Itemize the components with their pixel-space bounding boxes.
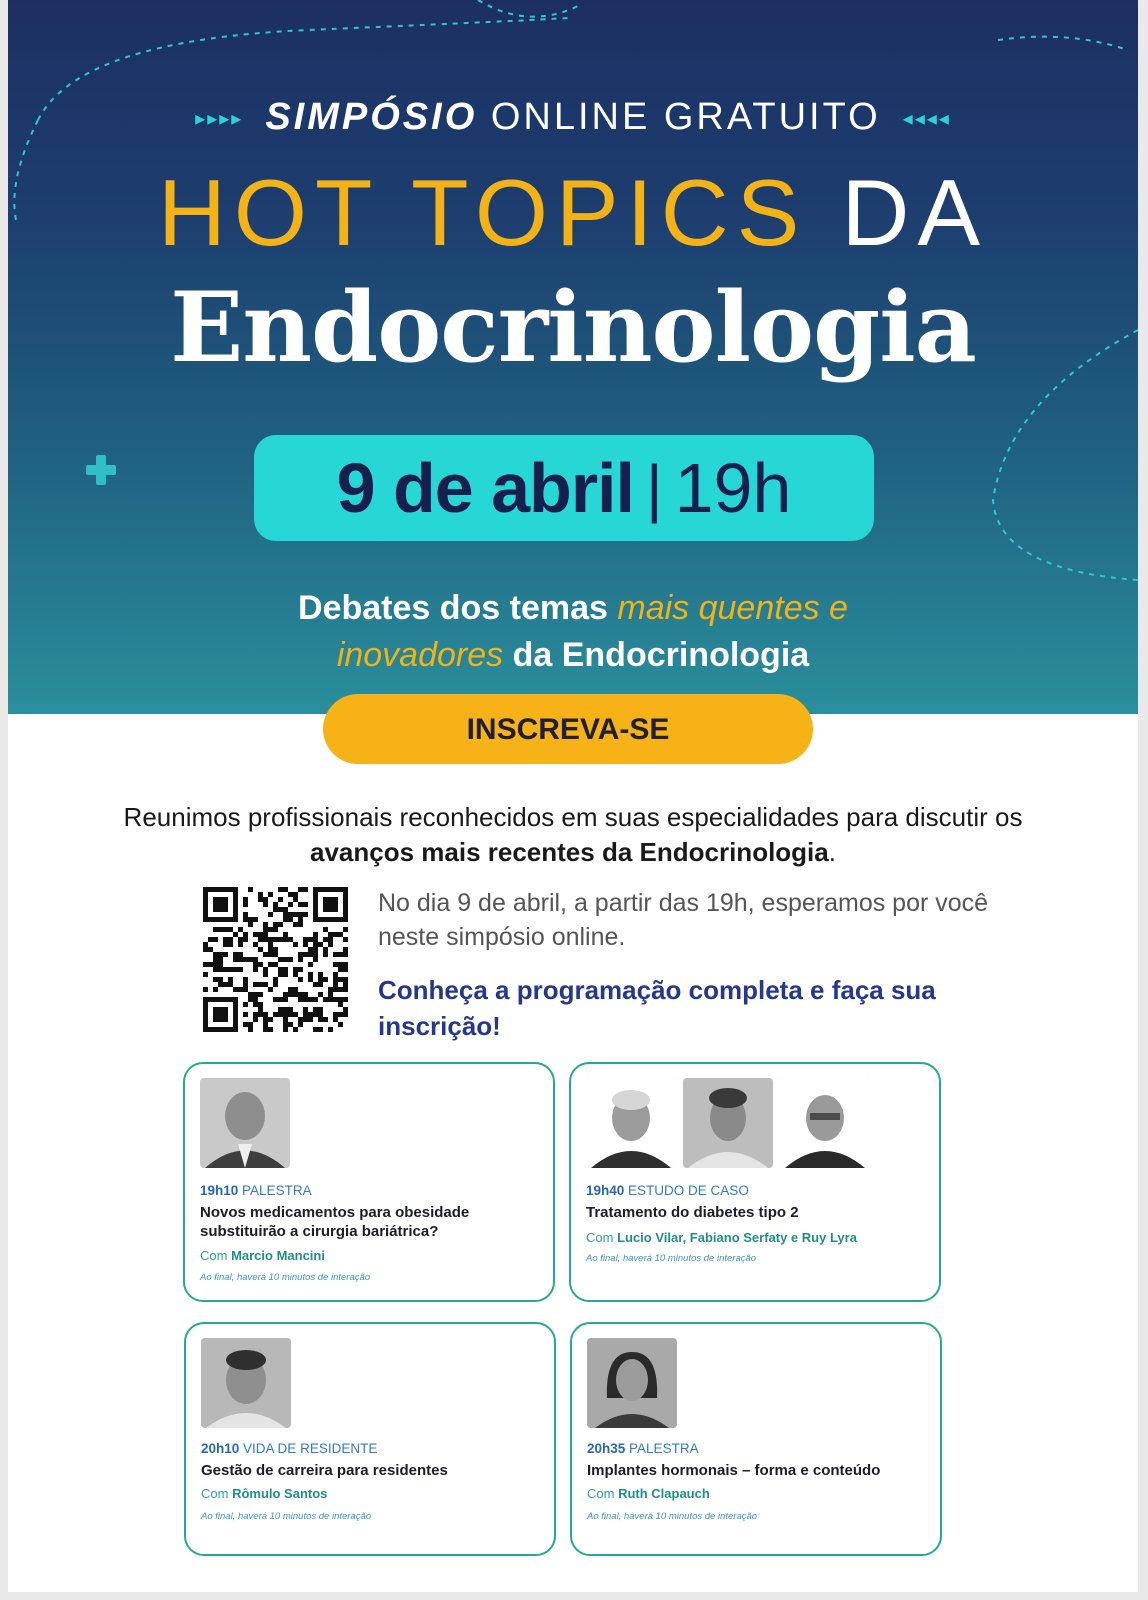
with-label: Com <box>201 1486 233 1501</box>
session-time: 20h35 <box>587 1441 626 1456</box>
register-button[interactable]: INSCREVA-SE <box>323 694 813 764</box>
date-separator: | <box>645 452 663 524</box>
speaker-photo <box>200 1078 290 1168</box>
speaker-photo <box>683 1078 773 1168</box>
session-title: Tratamento do diabetes tipo 2 <box>586 1204 799 1221</box>
speaker-photo <box>201 1338 291 1428</box>
program-link-text[interactable]: Conheça a programação completa e faça sua inscrição! <box>378 975 936 1041</box>
eyebrow-rest: ONLINE GRATUITO <box>490 96 881 138</box>
intro-end: . <box>828 837 836 867</box>
tagline-part-b: mais quentes e <box>617 589 848 627</box>
intro-text: Reunimos profissionais reconhecidos em suas especialidades para discutir os <box>123 802 1023 832</box>
tagline-part-d: da Endocrinologia <box>503 636 810 674</box>
session-kind: PALESTRA <box>242 1183 312 1198</box>
tagline-part-a: Debates dos temas <box>298 589 618 627</box>
event-eyebrow <box>8 96 1138 139</box>
event-info-text: No dia 9 de abril, a partir das 19h, esperamos por você neste simpósio online. <box>378 889 989 951</box>
session-time: 20h10 <box>201 1441 240 1456</box>
session-title: Novos medicamentos para obesidade substituirão a cirurgia bariátrica? <box>200 1204 470 1240</box>
session-note: Ao final, haverá 10 minutos de interação <box>201 1511 372 1522</box>
session-card-2 <box>569 1062 941 1302</box>
qr-code-icon[interactable] <box>203 887 348 1032</box>
with-label: Com <box>587 1486 619 1501</box>
session-note: Ao final, haverá 10 minutos de interação <box>586 1253 757 1264</box>
plus-decoration-icon <box>86 455 116 485</box>
tagline-part-c: inovadores <box>336 636 504 674</box>
session-title: Gestão de carreira para residentes <box>201 1462 448 1479</box>
speaker-photo <box>586 1078 676 1168</box>
flyer-page <box>8 0 1138 1592</box>
date-badge <box>254 435 874 541</box>
session-time: 19h10 <box>200 1183 239 1198</box>
session-note: Ao final, haverá 10 minutos de interação <box>200 1272 371 1283</box>
with-label: Com <box>200 1248 232 1263</box>
speaker-photo <box>780 1078 870 1168</box>
session-speakers: Rômulo Santos <box>232 1486 328 1501</box>
session-card-3 <box>184 1322 556 1556</box>
session-kind: VIDA DE RESIDENTE <box>243 1441 378 1456</box>
intro-paragraph <box>108 800 1038 870</box>
session-speakers: Marcio Mancini <box>231 1248 325 1263</box>
eyebrow-bold: SIMPÓSIO <box>265 96 478 138</box>
date-hour: 19h <box>674 449 792 527</box>
arrows-right-icon: ▸▸▸▸ <box>195 108 244 131</box>
title-da: DA <box>841 160 989 265</box>
session-kind: PALESTRA <box>629 1441 699 1456</box>
arrows-left-icon: ◂◂◂◂ <box>902 108 951 131</box>
session-time: 19h40 <box>586 1183 625 1198</box>
with-label: Com <box>586 1230 618 1245</box>
speaker-photo <box>587 1338 677 1428</box>
session-card-4 <box>570 1322 942 1556</box>
tagline <box>8 585 1138 679</box>
hero-banner <box>8 0 1138 714</box>
session-speakers: Lucio Vilar, Fabiano Serfaty e Ruy Lyra <box>617 1230 857 1245</box>
session-note: Ao final, haverá 10 minutos de interação <box>587 1511 758 1522</box>
session-title: Implantes hormonais – forma e conteúdo <box>587 1462 881 1479</box>
session-kind: ESTUDO DE CASO <box>628 1183 749 1198</box>
title-hot-topics: HOT TOPICS <box>157 160 808 265</box>
title-line-1 <box>8 160 1138 265</box>
intro-bold: avanços mais recentes da Endocrinologia <box>310 837 829 867</box>
session-speakers: Ruth Clapauch <box>618 1486 710 1501</box>
date-day: 9 de abril <box>336 449 634 527</box>
title-endocrinologia: Endocrinologia <box>170 271 976 384</box>
session-card-1 <box>183 1062 555 1302</box>
